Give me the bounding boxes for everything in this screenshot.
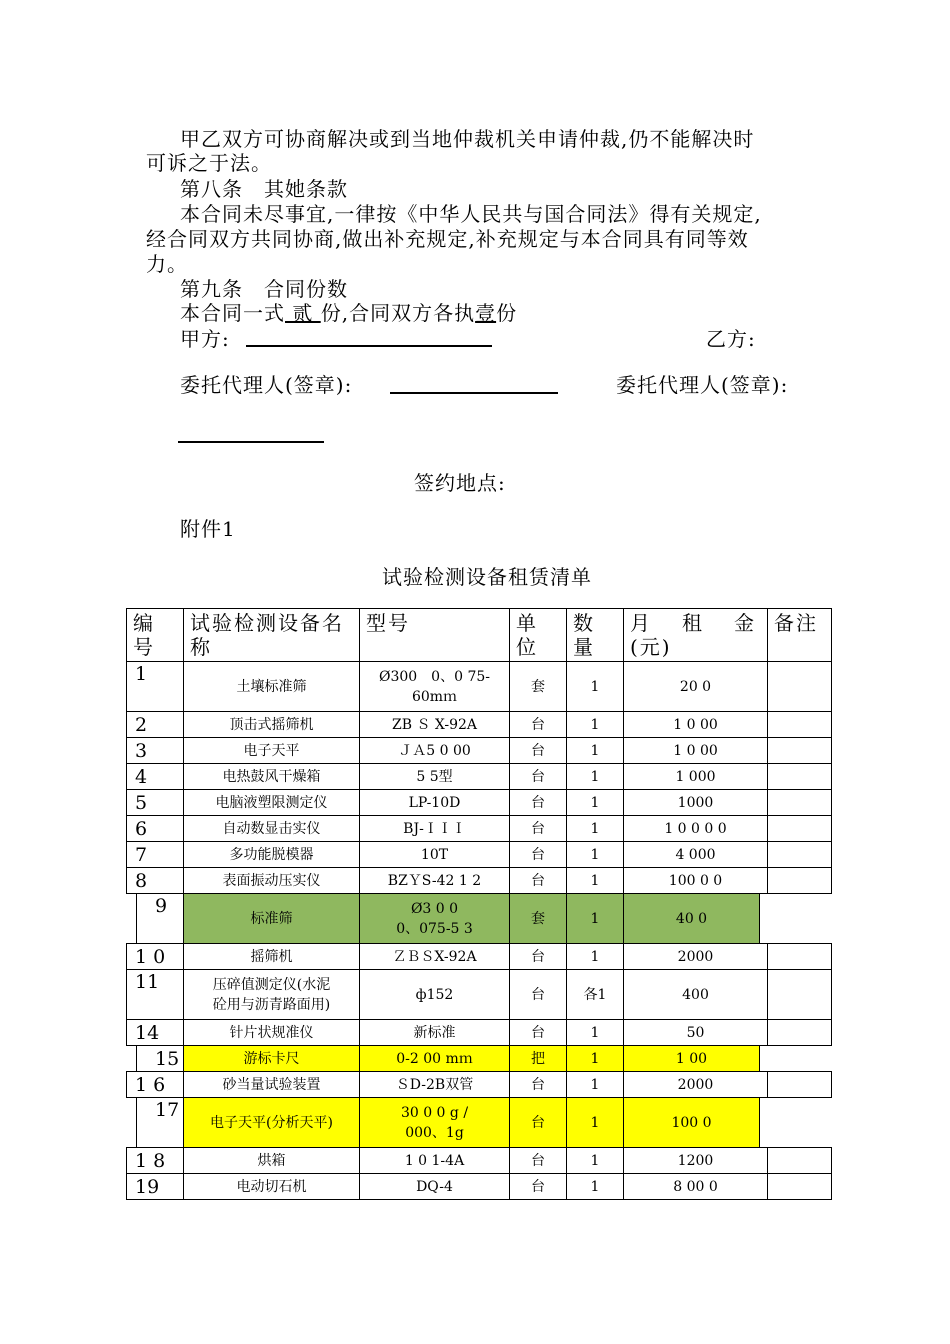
table-row: [127, 1072, 832, 1098]
copies-each: 壹: [475, 301, 497, 325]
table-cell: 台: [510, 816, 567, 842]
table-cell: [127, 1098, 137, 1148]
table-cell: 台: [510, 970, 567, 1020]
table-cell: [768, 816, 832, 842]
table-cell: 0-2 00 mｍ: [360, 1046, 510, 1072]
table-cell: 4 000: [624, 842, 768, 868]
table-cell: 11: [127, 970, 184, 1020]
table-row: [127, 1148, 832, 1174]
table-cell: [768, 1148, 832, 1174]
attachment-label: 附件1: [180, 517, 236, 541]
paragraph-other-terms-line2: 经合同双方共同协商,做出补充规定,补充规定与本合同具有同等效: [146, 227, 749, 251]
table-cell: [768, 662, 832, 712]
table-cell: 1: [567, 868, 624, 894]
header-equipment-name: 试验检测设备名 称: [184, 609, 360, 662]
party-b-label: 乙方:: [706, 327, 756, 351]
agent-a-label: 委托代理人(签章):: [180, 373, 353, 397]
table-cell: [768, 738, 832, 764]
table-cell: 1: [567, 816, 624, 842]
table-cell: 多功能脱模器: [184, 842, 360, 868]
table-cell: 台: [510, 764, 567, 790]
table-cell: 5: [127, 790, 184, 816]
party-a-label: 甲方:: [180, 327, 230, 351]
table-cell: ＺＢＳX-92A: [360, 944, 510, 970]
table-cell: 台: [510, 1072, 567, 1098]
table-cell: 1: [567, 842, 624, 868]
table-cell: ф152: [360, 970, 510, 1020]
table-cell: 19: [127, 1174, 184, 1200]
table-cell: 1: [567, 1020, 624, 1046]
copies-mid: 份,合同双方各执: [320, 301, 476, 325]
agent-a-signature-line: [390, 392, 558, 394]
table-row: [127, 662, 832, 712]
table-cell: [127, 894, 137, 944]
table-cell: 1200: [624, 1148, 768, 1174]
table-cell: 套: [510, 894, 567, 944]
table-cell: 台: [510, 738, 567, 764]
table-cell: 400: [624, 970, 768, 1020]
signing-place-label: 签约地点:: [414, 471, 506, 495]
table-cell: [768, 1020, 832, 1046]
table-row: [127, 944, 832, 970]
table-cell: 1: [567, 1148, 624, 1174]
table-row: [127, 790, 832, 816]
table-cell: 砂当量试验装置: [184, 1072, 360, 1098]
table-cell: 1 0 1-4A: [360, 1148, 510, 1174]
table-cell: 7: [127, 842, 184, 868]
table-cell: 自动数显击实仪: [184, 816, 360, 842]
table-cell: 1 8: [127, 1148, 184, 1174]
agent-b-label: 委托代理人(签章):: [616, 373, 789, 397]
table-cell: 10T: [360, 842, 510, 868]
table-cell: 30 0 0 g / 000、1g: [360, 1098, 510, 1148]
table-cell: 5 5型: [360, 764, 510, 790]
table-cell: 1: [567, 738, 624, 764]
table-cell: 17: [137, 1098, 184, 1148]
table-cell: LP-10D: [360, 790, 510, 816]
table-cell: 游标卡尺: [184, 1046, 360, 1072]
table-cell: 100 0: [624, 1098, 760, 1148]
table-cell: 1: [567, 894, 624, 944]
table-cell: 3: [127, 738, 184, 764]
table-cell: 1: [567, 1098, 624, 1148]
header-quantity: 数 量: [567, 609, 624, 662]
paragraph-copies: [180, 300, 517, 326]
table-cell: 标准筛: [184, 894, 360, 944]
table-cell: 4: [127, 764, 184, 790]
table-cell: 1: [567, 944, 624, 970]
table-cell: Ø300 0、0 75- 60mｍ: [360, 662, 510, 712]
table-cell: 台: [510, 712, 567, 738]
table-cell: 2: [127, 712, 184, 738]
table-row: [127, 712, 832, 738]
table-cell: 2000: [624, 1072, 768, 1098]
table-cell: 1: [567, 1046, 624, 1072]
table-cell: 电子天平(分析天平): [184, 1098, 360, 1148]
table-cell: [768, 764, 832, 790]
table-cell: ZB Ｓ X-92A: [360, 712, 510, 738]
table-row: [127, 1174, 832, 1200]
table-cell: [768, 842, 832, 868]
table-cell: 8 00 0: [624, 1174, 768, 1200]
table-cell: 1: [567, 1174, 624, 1200]
paragraph-other-terms-line3: 力。: [146, 252, 188, 276]
table-cell: 1 0: [127, 944, 184, 970]
table-cell: 土壤标准筛: [184, 662, 360, 712]
table-cell: 100 0 0: [624, 868, 768, 894]
table-cell: 1 0 00: [624, 738, 768, 764]
table-cell: BZＹS-42 1 2: [360, 868, 510, 894]
table-cell: 电脑液塑限测定仪: [184, 790, 360, 816]
table-cell: 20 0: [624, 662, 768, 712]
table-cell: 台: [510, 1174, 567, 1200]
table-cell: 1 0 00: [624, 712, 768, 738]
table-cell: 1: [567, 790, 624, 816]
table-row: [127, 970, 832, 1020]
table-cell: 电子天平: [184, 738, 360, 764]
table-row: [127, 816, 832, 842]
table-cell: DQ-4: [360, 1174, 510, 1200]
table-row-highlighted-yellow: [127, 1046, 832, 1072]
table-cell: Ø3 0 0 0、075-5 3: [360, 894, 510, 944]
article-9-title: 第九条 合同份数: [180, 277, 348, 301]
header-unit: 单 位: [510, 609, 567, 662]
table-cell: 8: [127, 868, 184, 894]
table-cell: 台: [510, 1020, 567, 1046]
table-cell: 6: [127, 816, 184, 842]
table-cell: 1 000: [624, 764, 768, 790]
table-cell: [760, 894, 832, 944]
table-cell: [768, 970, 832, 1020]
table-row: [127, 1020, 832, 1046]
table-cell: 台: [510, 868, 567, 894]
table-cell: 1: [567, 712, 624, 738]
table-cell: [760, 1098, 832, 1148]
table-row-highlighted-yellow: [127, 1098, 832, 1148]
table-cell: ＪＡ5 0 00: [360, 738, 510, 764]
table-cell: ＳD-2B双管: [360, 1072, 510, 1098]
table-cell: 摇筛机: [184, 944, 360, 970]
table-cell: [768, 1174, 832, 1200]
agent-b-signature-line: [178, 441, 324, 443]
table-cell: 把: [510, 1046, 567, 1072]
table-cell: 9: [137, 894, 184, 944]
table-cell: 烘箱: [184, 1148, 360, 1174]
header-model: 型号: [360, 609, 510, 662]
party-a-signature-line: [246, 345, 492, 347]
table-cell: 2000: [624, 944, 768, 970]
table-cell: BJ-ＩＩＩ: [360, 816, 510, 842]
attachment-title: 试验检测设备租赁清单: [382, 565, 592, 589]
table-row: [127, 738, 832, 764]
table-cell: 1: [567, 662, 624, 712]
paragraph-arbitration-line1: 甲乙双方可协商解决或到当地仲裁机关申请仲裁,仍不能解决时: [180, 127, 755, 151]
table-cell: 新标准: [360, 1020, 510, 1046]
table-cell: 台: [510, 1148, 567, 1174]
table-cell: 1: [567, 764, 624, 790]
table-cell: [768, 1072, 832, 1098]
table-row: [127, 868, 832, 894]
table-row-highlighted-green: [127, 894, 832, 944]
table-cell: 台: [510, 1098, 567, 1148]
table-cell: 压碎值测定仪(水泥 砼用与沥青路面用): [184, 970, 360, 1020]
equipment-table: [126, 608, 832, 1200]
table-cell: 40 0: [624, 894, 760, 944]
table-cell: 台: [510, 790, 567, 816]
table-cell: [760, 1046, 832, 1072]
table-cell: 台: [510, 944, 567, 970]
table-cell: 1 6: [127, 1072, 184, 1098]
table-cell: 电动切石机: [184, 1174, 360, 1200]
table-cell: 15: [137, 1046, 184, 1072]
table-row: [127, 842, 832, 868]
table-cell: 1 00: [624, 1046, 760, 1072]
table-cell: 14: [127, 1020, 184, 1046]
article-8-title: 第八条 其她条款: [180, 177, 348, 201]
table-cell: 1 0 0 0 0: [624, 816, 768, 842]
table-cell: 1000: [624, 790, 768, 816]
table-cell: 台: [510, 842, 567, 868]
header-number: 编 号: [127, 609, 184, 662]
table-cell: 50: [624, 1020, 768, 1046]
table-cell: 针片状规准仪: [184, 1020, 360, 1046]
copies-prefix: 本合同一式: [180, 301, 285, 325]
copies-count: 贰: [285, 301, 321, 325]
table-cell: 套: [510, 662, 567, 712]
header-note: 备注: [768, 609, 832, 662]
copies-suffix: 份: [496, 301, 518, 325]
paragraph-other-terms-line1: 本合同未尽事宜,一律按《中华人民共与国合同法》得有关规定,: [180, 202, 762, 226]
table-cell: [768, 944, 832, 970]
table-header-row: [127, 609, 832, 662]
table-cell: [768, 790, 832, 816]
table-cell: 表面振动压实仪: [184, 868, 360, 894]
table-cell: 1: [127, 662, 184, 712]
table-cell: 1: [567, 1072, 624, 1098]
table-cell: [127, 1046, 137, 1072]
table-cell: 顶击式摇筛机: [184, 712, 360, 738]
table-cell: [768, 868, 832, 894]
header-monthly-rent: 月 租 金 (元): [624, 609, 768, 662]
paragraph-arbitration-line2: 可诉之于法。: [146, 151, 272, 175]
table-row: [127, 764, 832, 790]
table-cell: 各1: [567, 970, 624, 1020]
table-cell: 电热鼓风干燥箱: [184, 764, 360, 790]
table-cell: [768, 712, 832, 738]
